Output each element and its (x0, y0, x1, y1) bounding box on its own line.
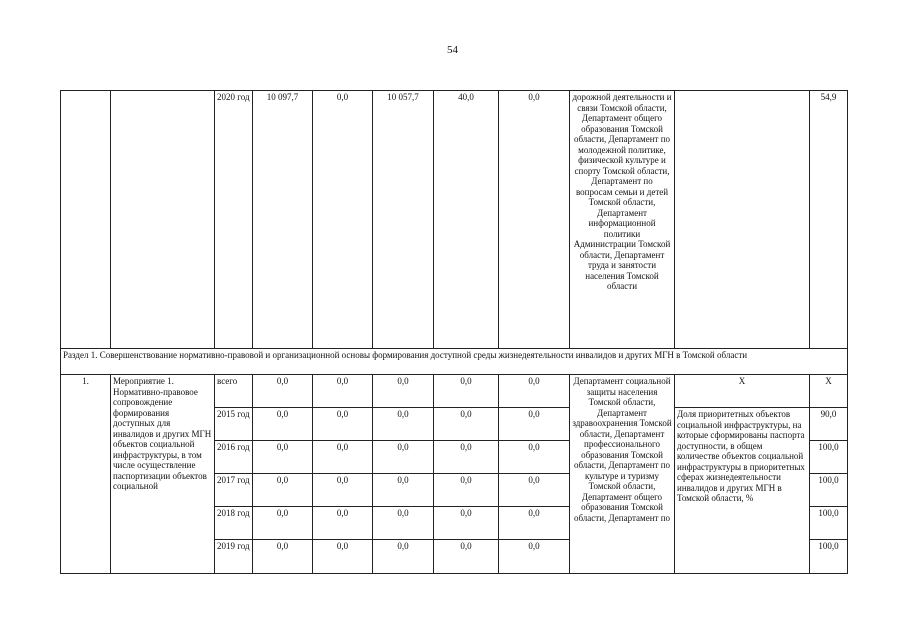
value-cell: 54,9 (810, 91, 848, 349)
federal-cell: 0,0 (313, 540, 373, 574)
local-cell: 40,0 (434, 91, 499, 349)
measure-number: 1. (61, 375, 111, 574)
year-cell: 2016 год (215, 441, 253, 474)
value-cell: 100,0 (810, 507, 848, 540)
measure-executor: Департамент социальной защиты населения Томской области, Департамент здравоохранения Томской области, Департамент профессионального образования Томской области, Департамент по культуре и туризму Томской области, Департамент общего образования Томской области, Департамент по (570, 375, 675, 574)
local-cell: 0,0 (434, 474, 499, 507)
page-number: 54 (447, 44, 458, 56)
year-cell: 2015 год (215, 408, 253, 441)
federal-cell: 0,0 (313, 375, 373, 408)
regional-cell: 0,0 (373, 408, 434, 441)
year-cell: 2020 год (215, 91, 253, 349)
other-cell: 0,0 (499, 408, 570, 441)
total-cell: 0,0 (253, 540, 313, 574)
measure-name: Мероприятие 1. Нормативно-правовое сопровождение формирования доступных для инвалидов и других МГН объектов социальной инфраструктуры, в том числе осуществление паспортизации объектов социальной (111, 375, 215, 574)
indicator-cell (675, 91, 810, 349)
indicator-description: Доля приоритетных объектов социальной инфраструктуры, на которые сформированы паспорта доступности, в общем количестве объектов социальной инфраструктуры в приоритетных сферах жизнедеятельности инвалидов и других МГН в Томской области, % (675, 408, 810, 574)
federal-cell: 0,0 (313, 408, 373, 441)
other-cell: 0,0 (499, 375, 570, 408)
total-cell: 0,0 (253, 375, 313, 408)
total-cell: 0,0 (253, 474, 313, 507)
value-cell: Х (810, 375, 848, 408)
section-title: Раздел 1. Совершенствование нормативно-правовой и организационной основы формирования доступной среды жизнедеятельности инвалидов и других МГН в Томской области (61, 349, 848, 375)
other-cell: 0,0 (499, 507, 570, 540)
regional-cell: 0,0 (373, 375, 434, 408)
other-cell: 0,0 (499, 91, 570, 349)
regional-cell: 10 057,7 (373, 91, 434, 349)
local-cell: 0,0 (434, 540, 499, 574)
year-cell: всего (215, 375, 253, 408)
value-cell: 100,0 (810, 540, 848, 574)
section-row (61, 349, 848, 375)
federal-cell: 0,0 (313, 507, 373, 540)
year-cell: 2019 год (215, 540, 253, 574)
total-cell: 0,0 (253, 441, 313, 474)
empty-cell (111, 91, 215, 349)
year-cell: 2018 год (215, 507, 253, 540)
program-table (60, 90, 848, 574)
total-cell: 0,0 (253, 507, 313, 540)
local-cell: 0,0 (434, 441, 499, 474)
indicator-x-cell: Х (675, 375, 810, 408)
other-cell: 0,0 (499, 474, 570, 507)
year-cell: 2017 год (215, 474, 253, 507)
federal-cell: 0,0 (313, 441, 373, 474)
local-cell: 0,0 (434, 375, 499, 408)
empty-cell (61, 91, 111, 349)
regional-cell: 0,0 (373, 441, 434, 474)
executor-cell: дорожной деятельности и связи Томской области, Департамент общего образования Томской области, Департамент по молодежной политике, физической культуре и спорту Томской области, Департамент по вопросам семьи и детей Томской области, Департамент информационной политики Администрации Томской области, Департамент труда и занятости населения Томской области (570, 91, 675, 349)
value-cell: 90,0 (810, 408, 848, 441)
regional-cell: 0,0 (373, 507, 434, 540)
total-cell: 10 097,7 (253, 91, 313, 349)
local-cell: 0,0 (434, 408, 499, 441)
other-cell: 0,0 (499, 540, 570, 574)
regional-cell: 0,0 (373, 474, 434, 507)
total-cell: 0,0 (253, 408, 313, 441)
federal-cell: 0,0 (313, 91, 373, 349)
other-cell: 0,0 (499, 441, 570, 474)
federal-cell: 0,0 (313, 474, 373, 507)
table-row-total (61, 375, 848, 408)
value-cell: 100,0 (810, 441, 848, 474)
table-row-2020 (61, 91, 848, 349)
value-cell: 100,0 (810, 474, 848, 507)
regional-cell: 0,0 (373, 540, 434, 574)
local-cell: 0,0 (434, 507, 499, 540)
